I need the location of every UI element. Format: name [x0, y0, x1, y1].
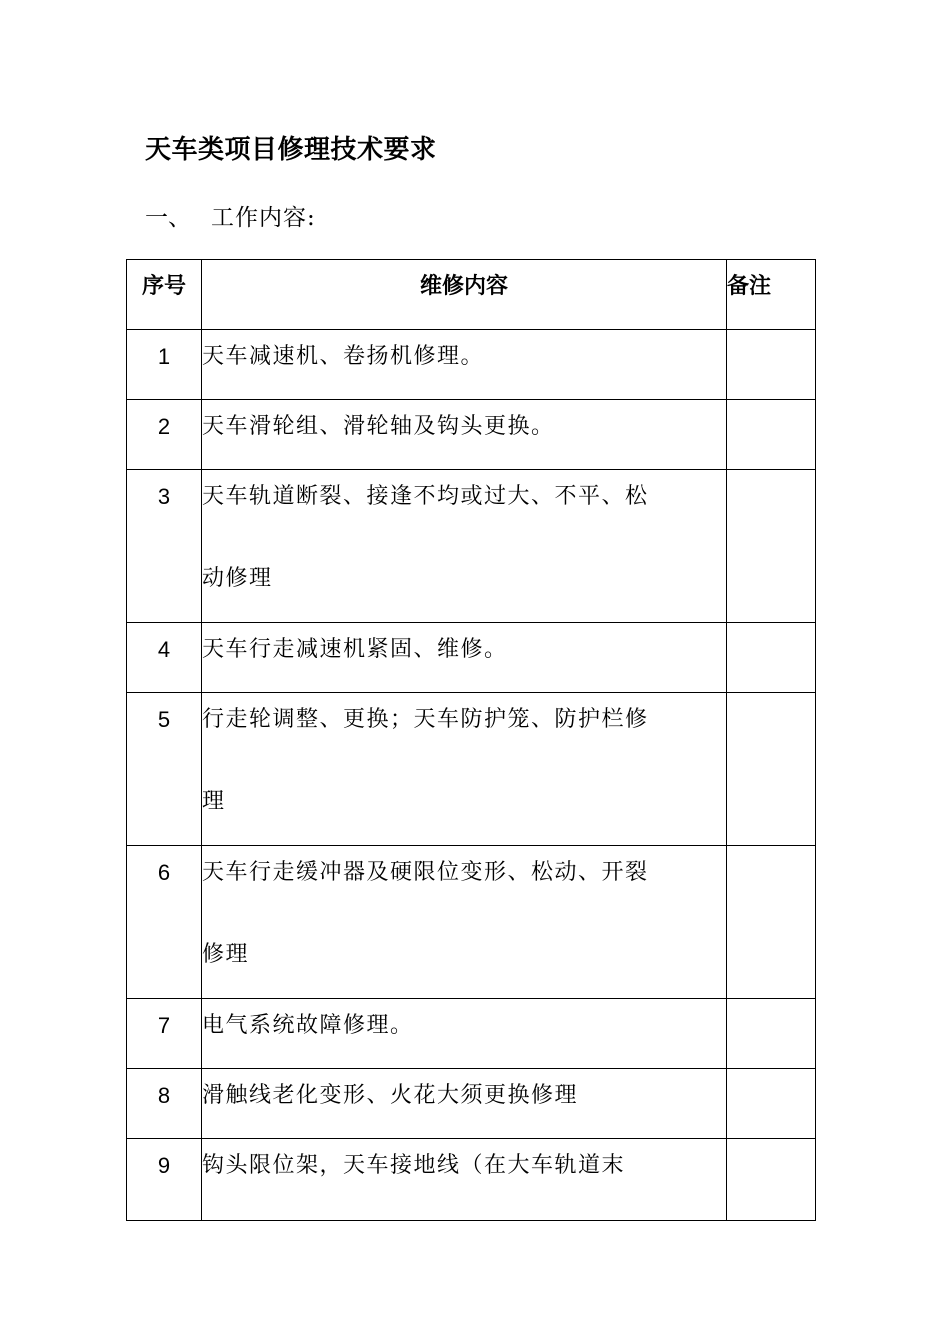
- row-remark: [727, 999, 816, 1069]
- table-row: [127, 1139, 816, 1221]
- row-remark: [727, 693, 816, 846]
- row-number: 7: [127, 999, 202, 1069]
- row-remark: [727, 1069, 816, 1139]
- section-number: 一、: [145, 205, 191, 231]
- row-content: 滑触线老化变形、火花大须更换修理: [202, 1069, 727, 1139]
- row-number: 3: [127, 470, 202, 623]
- row-content: 天车行走减速机紧固、维修。: [202, 623, 727, 693]
- row-remark: [727, 400, 816, 470]
- row-remark: [727, 1139, 816, 1221]
- table-row: [127, 1069, 816, 1139]
- header-remark: 备注: [727, 260, 816, 330]
- row-number: 5: [127, 693, 202, 846]
- section-heading: [145, 198, 316, 238]
- row-number: 2: [127, 400, 202, 470]
- page-title: 天车类项目修理技术要求: [145, 135, 437, 165]
- row-number: 9: [127, 1139, 202, 1221]
- row-content-line1: 天车行走缓冲器及硬限位变形、松动、开裂: [202, 860, 649, 885]
- section-label: 工作内容:: [211, 205, 316, 231]
- row-remark: [727, 330, 816, 400]
- table-row: [127, 470, 816, 623]
- row-content-line2: 理: [202, 789, 226, 814]
- row-content: [202, 470, 727, 623]
- header-repair-content: 维修内容: [202, 260, 727, 330]
- row-remark: [727, 846, 816, 999]
- row-number: 8: [127, 1069, 202, 1139]
- row-content-line1: 天车轨道断裂、接逢不均或过大、不平、松: [202, 484, 649, 509]
- header-serial-number: 序号: [127, 260, 202, 330]
- row-number: 4: [127, 623, 202, 693]
- row-number: 1: [127, 330, 202, 400]
- table-row: [127, 330, 816, 400]
- row-content: 天车减速机、卷扬机修理。: [202, 330, 727, 400]
- row-remark: [727, 623, 816, 693]
- table-row: [127, 999, 816, 1069]
- row-content: 钩头限位架，天车接地线（在大车轨道末: [202, 1139, 727, 1221]
- row-remark: [727, 470, 816, 623]
- row-content-line1: 行走轮调整、更换；天车防护笼、防护栏修: [202, 707, 649, 732]
- table-row: [127, 400, 816, 470]
- row-content: 电气系统故障修理。: [202, 999, 727, 1069]
- table-header-row: [127, 260, 816, 330]
- row-content: 天车滑轮组、滑轮轴及钩头更换。: [202, 400, 727, 470]
- row-content: [202, 693, 727, 846]
- table-row: [127, 846, 816, 999]
- repair-items-table: [126, 259, 816, 1221]
- table-row: [127, 623, 816, 693]
- row-number: 6: [127, 846, 202, 999]
- row-content: [202, 846, 727, 999]
- table-row: [127, 693, 816, 846]
- row-content-line2: 动修理: [202, 566, 273, 591]
- row-content-line2: 修理: [202, 942, 250, 967]
